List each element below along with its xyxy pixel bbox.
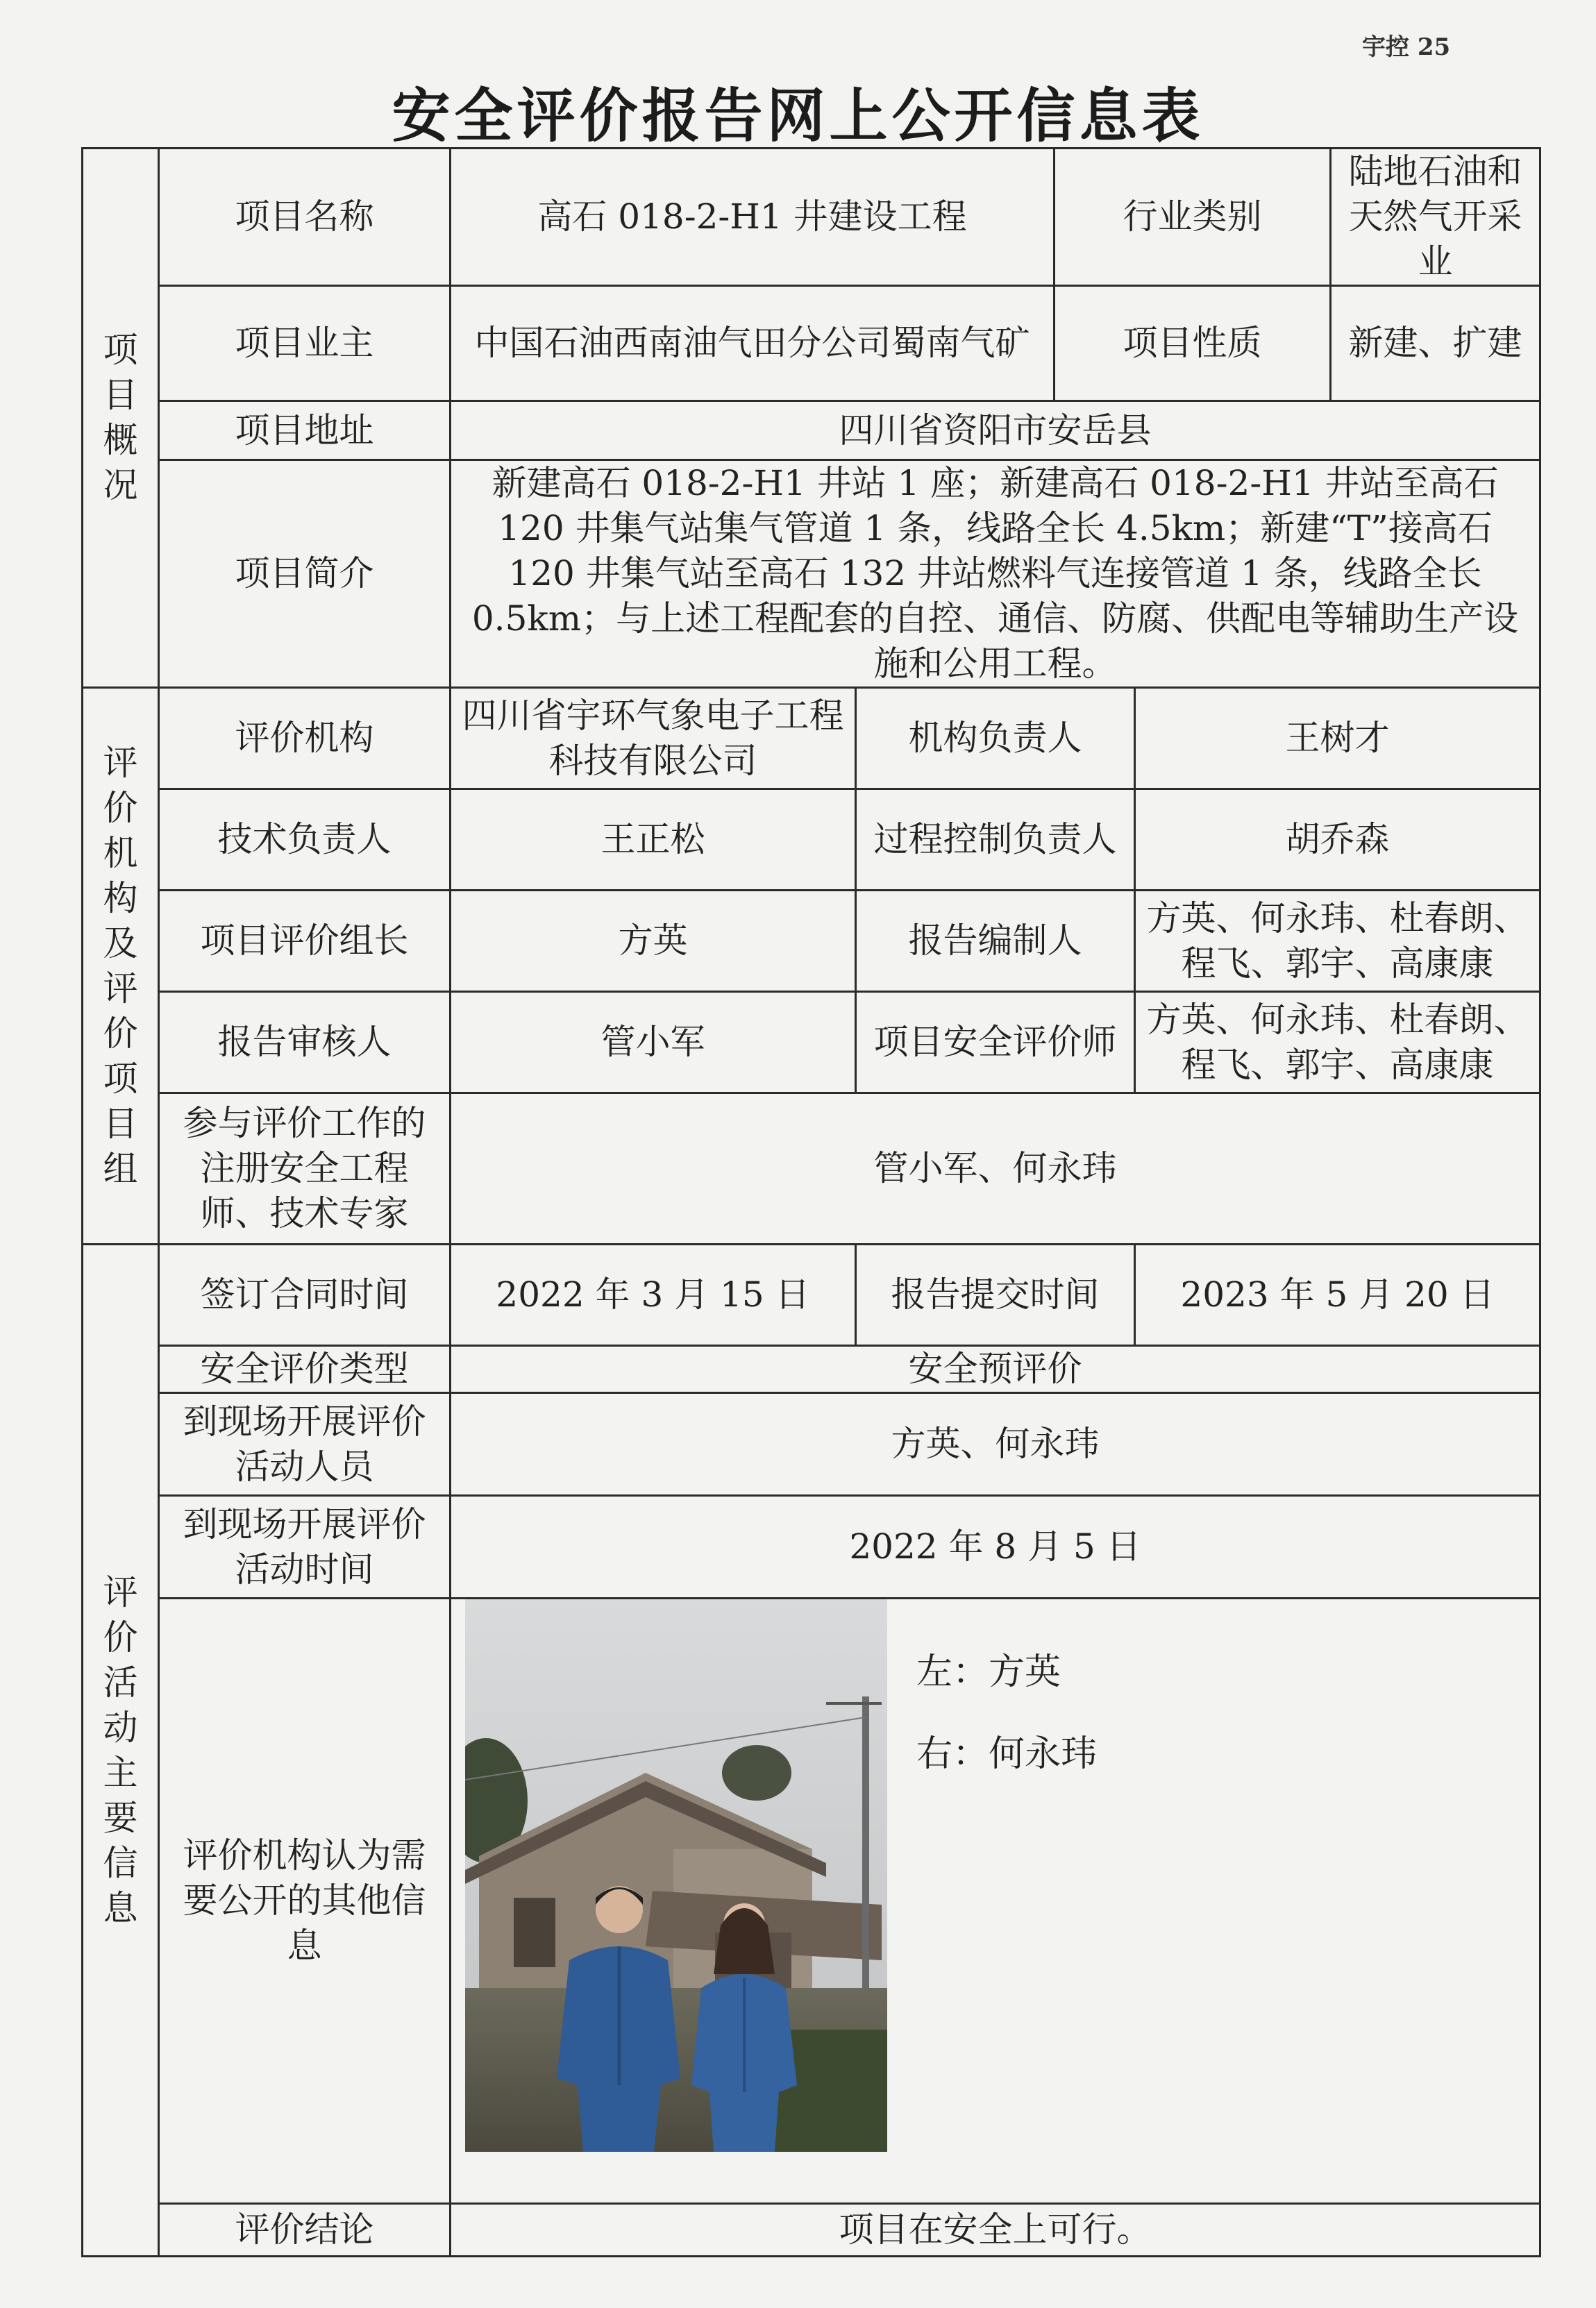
page-title: 安全评价报告网上公开信息表 — [392, 81, 1204, 150]
process-head-value: 胡乔森 — [1135, 789, 1540, 891]
team-leader-value: 方英 — [451, 891, 856, 992]
project-owner-value: 中国石油西南油气田分公司蜀南气矿 — [451, 286, 1055, 401]
onsite-time-label: 到现场开展评价活动时间 — [159, 1496, 451, 1599]
project-address-label: 项目地址 — [159, 401, 451, 460]
team-leader-label: 项目评价组长 — [159, 891, 451, 992]
photo-caption-left: 左：方英 — [916, 1651, 1061, 1693]
site-photo — [465, 1599, 887, 2152]
industry-value: 陆地石油和天然气开采业 — [1331, 149, 1540, 286]
org-label: 评价机构 — [159, 688, 451, 789]
contract-date-label: 签订合同时间 — [159, 1245, 451, 1346]
contract-date-value: 2022 年 3 月 15 日 — [451, 1245, 856, 1346]
report-reviewer-label: 报告审核人 — [159, 992, 451, 1093]
project-nature-value: 新建、扩建 — [1331, 286, 1540, 401]
tech-head-value: 王正松 — [451, 789, 856, 891]
conclusion-value: 项目在安全上可行。 — [451, 2204, 1540, 2257]
project-name-label: 项目名称 — [159, 149, 451, 286]
other-info-cell — [451, 1599, 1540, 2204]
onsite-people-label: 到现场开展评价活动人员 — [159, 1393, 451, 1496]
process-head-label: 过程控制负责人 — [856, 789, 1135, 891]
section-overview: 项目概况 — [83, 149, 159, 688]
tech-head-label: 技术负责人 — [159, 789, 451, 891]
project-intro-value: 新建高石 018-2-H1 井站 1 座；新建高石 018-2-H1 井站至高石 120 井集气站集气管道 1 条，线路全长 4.5km；新建“T”接高石 120 井集气站至高石 132 井站燃料气连接管道 1 条，线路全长 0.5km；与上述工程配套的自控、通信、防腐、供配电等辅助生产设施和公用工程。 — [451, 460, 1540, 688]
report-compiler-value: 方英、何永玮、杜春朗、程飞、郭宇、高康康 — [1135, 891, 1540, 992]
experts-value: 管小军、何永玮 — [451, 1093, 1540, 1245]
org-head-value: 王树才 — [1135, 688, 1540, 789]
other-info-label: 评价机构认为需要公开的其他信息 — [159, 1599, 451, 2204]
project-owner-label: 项目业主 — [159, 286, 451, 401]
conclusion-label: 评价结论 — [159, 2204, 451, 2257]
experts-label: 参与评价工作的注册安全工程师、技术专家 — [159, 1093, 451, 1245]
project-name-value: 高石 018-2-H1 井建设工程 — [451, 149, 1055, 286]
section-team: 评价机构及评价项目组 — [83, 688, 159, 1245]
project-address-value: 四川省资阳市安岳县 — [451, 401, 1540, 460]
document-code: 宇控 25 — [1362, 33, 1451, 61]
project-nature-label: 项目性质 — [1055, 286, 1331, 401]
assessment-type-value: 安全预评价 — [451, 1346, 1540, 1393]
safety-assessor-label: 项目安全评价师 — [856, 992, 1135, 1093]
submit-date-value: 2023 年 5 月 20 日 — [1135, 1245, 1540, 1346]
project-intro-label: 项目简介 — [159, 460, 451, 688]
photo-caption-right: 右：何永玮 — [916, 1733, 1098, 1775]
section-activity: 评价活动主要信息 — [83, 1245, 159, 2257]
info-table — [81, 147, 1541, 2257]
assessment-type-label: 安全评价类型 — [159, 1346, 451, 1393]
safety-assessor-value: 方英、何永玮、杜春朗、程飞、郭宇、高康康 — [1135, 992, 1540, 1093]
industry-label: 行业类别 — [1055, 149, 1331, 286]
onsite-time-value: 2022 年 8 月 5 日 — [451, 1496, 1540, 1599]
report-compiler-label: 报告编制人 — [856, 891, 1135, 992]
org-value: 四川省宇环气象电子工程科技有限公司 — [451, 688, 856, 789]
onsite-people-value: 方英、何永玮 — [451, 1393, 1540, 1496]
submit-date-label: 报告提交时间 — [856, 1245, 1135, 1346]
report-reviewer-value: 管小军 — [451, 992, 856, 1093]
org-head-label: 机构负责人 — [856, 688, 1135, 789]
